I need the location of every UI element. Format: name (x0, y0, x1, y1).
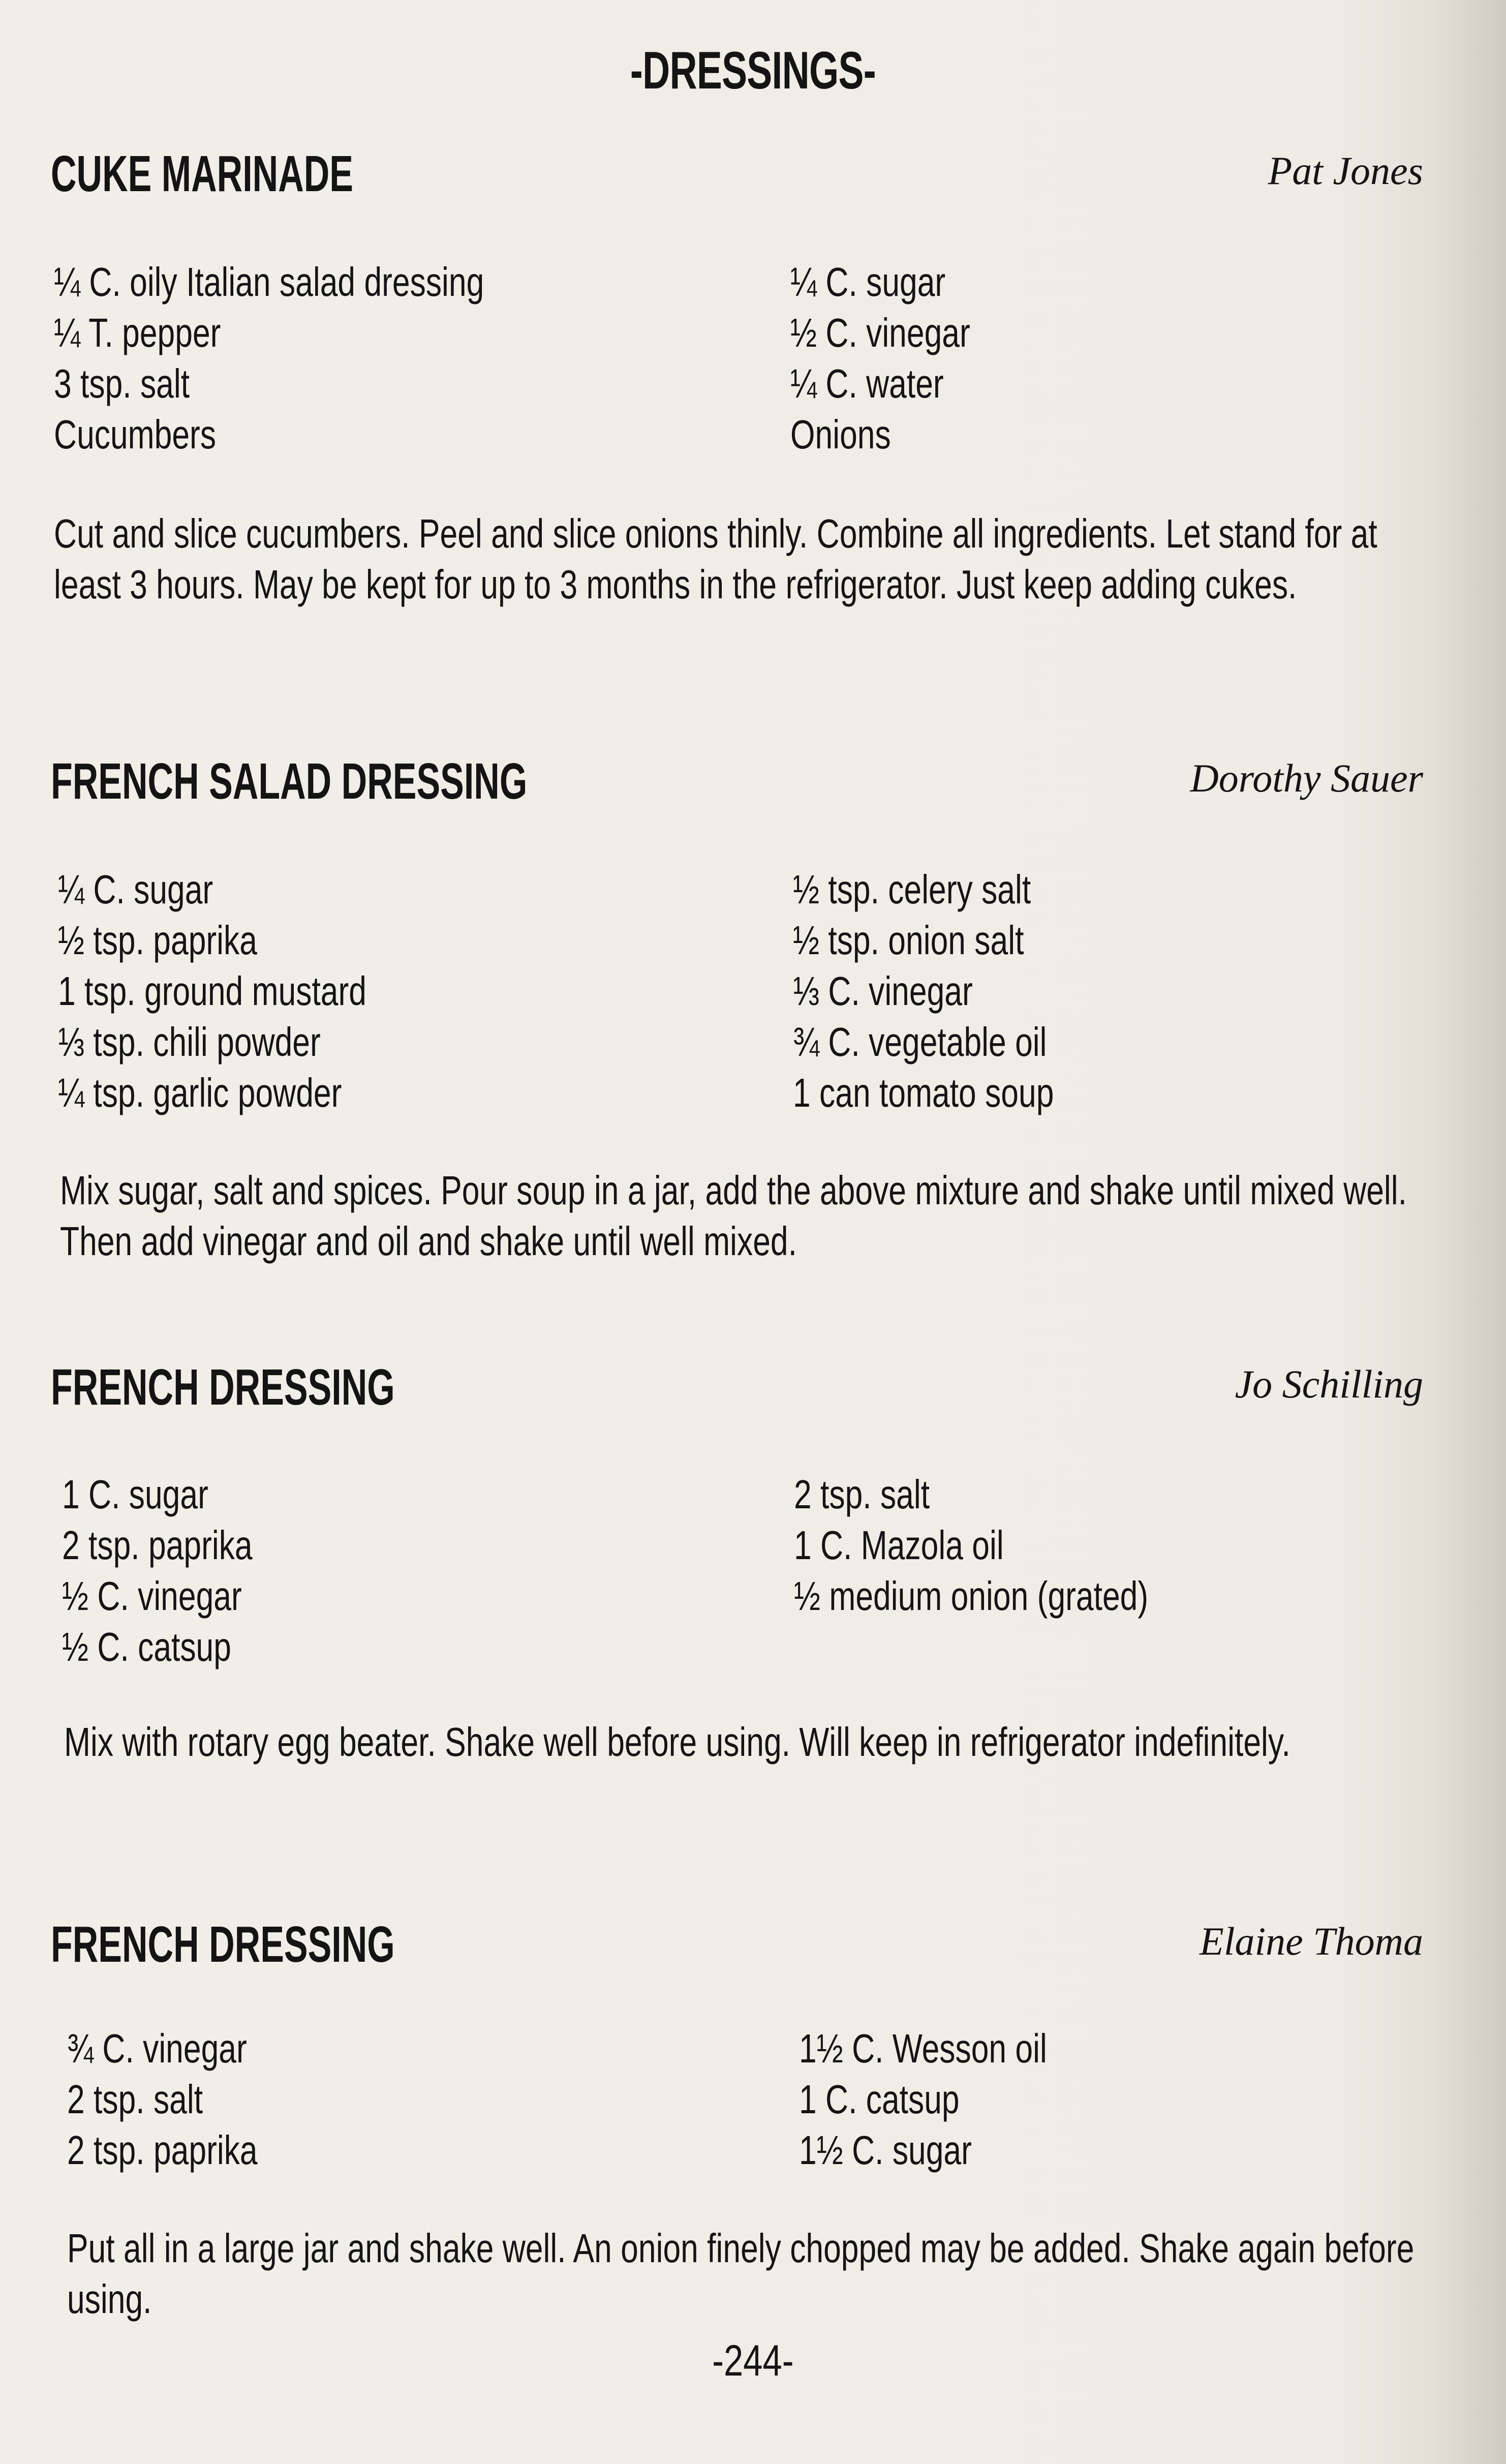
ingredients-right (793, 864, 1127, 1118)
ingredient: ½ tsp. celery salt (793, 867, 1031, 912)
recipe-title: FRENCH DRESSING (51, 1916, 395, 1973)
ingredient: 1 can tomato soup (793, 1070, 1054, 1115)
ingredients-left (67, 2023, 311, 2176)
ingredient: ¼ C. oily Italian salad dressing (54, 259, 484, 305)
page-number-text: -244- (712, 2336, 794, 2385)
recipe-instructions: Mix with rotary egg beater. Shake well before using. Will keep in refrigerator indefinitely. (64, 1719, 1290, 1765)
ingredient: Cucumbers (54, 412, 217, 457)
ingredient: ⅓ C. vinegar (793, 968, 973, 1014)
ingredients-left (62, 1469, 306, 1672)
ingredient: 1½ C. sugar (799, 2127, 972, 2173)
recipe-title: FRENCH SALAD DRESSING (51, 753, 528, 810)
ingredient: ½ C. catsup (62, 1624, 231, 1669)
ingredients-right (799, 2023, 1117, 2176)
recipe-french-dressing-thoma (51, 1915, 1423, 2332)
ingredient: ¼ C. sugar (58, 867, 213, 912)
ingredients-left (54, 257, 605, 460)
ingredient: 1 C. catsup (799, 2077, 960, 2122)
recipe-instructions: Put all in a large jar and shake well. An onion finely chopped may be added. Shake again before using. (67, 2226, 1415, 2322)
ingredient: 3 tsp. salt (54, 361, 190, 406)
ingredient: ½ medium onion (grated) (794, 1573, 1149, 1619)
recipe-french-salad-dressing (51, 752, 1423, 1271)
ingredients-right (794, 1469, 1248, 1622)
recipe-author: Pat Jones (1268, 148, 1423, 193)
ingredient: ½ C. vinegar (62, 1573, 242, 1619)
ingredient: ¼ C. water (790, 361, 944, 406)
ingredient: ½ tsp. onion salt (793, 918, 1024, 963)
page-number (0, 2336, 1506, 2386)
ingredient: ¼ C. sugar (790, 259, 946, 305)
ingredient: Onions (790, 412, 891, 457)
ingredients-left (58, 864, 453, 1118)
recipe-instructions: Mix sugar, salt and spices. Pour soup in a jar, add the above mixture and shake until mixed well. Then add vinegar and oil and shake until well mixed. (60, 1168, 1407, 1264)
ingredient: ¼ tsp. garlic powder (58, 1070, 342, 1115)
recipe-author: Dorothy Sauer (1190, 756, 1423, 800)
recipe-author: Jo Schilling (1235, 1362, 1423, 1406)
ingredient: ¼ T. pepper (54, 310, 221, 355)
ingredient: ¾ C. vinegar (67, 2026, 247, 2071)
recipe-title: CUKE MARINADE (51, 145, 353, 202)
recipe-title: FRENCH DRESSING (51, 1359, 395, 1416)
ingredient: ¾ C. vegetable oil (793, 1019, 1047, 1064)
ingredient: ⅓ tsp. chili powder (58, 1019, 321, 1064)
recipe-cuke-marinade (51, 145, 1423, 663)
section-header-text: -DRESSINGS- (630, 41, 876, 100)
ingredient: 2 tsp. salt (794, 1472, 930, 1517)
ingredient: 1 C. sugar (62, 1472, 208, 1517)
ingredient: 1½ C. Wesson oil (799, 2026, 1047, 2071)
ingredients-right (790, 257, 1021, 460)
ingredient: 1 C. Mazola oil (794, 1523, 1004, 1568)
section-header (0, 41, 1506, 101)
recipe-french-dressing-schilling (51, 1358, 1423, 1826)
ingredient: 2 tsp. paprika (67, 2127, 258, 2173)
ingredient: ½ C. vinegar (790, 310, 970, 355)
recipe-instructions: Cut and slice cucumbers. Peel and slice onions thinly. Combine all ingredients. Let stand for at least 3 hours. May be kept for up to 3 months in the refrigerator. Just keep adding cukes. (54, 511, 1377, 607)
ingredient: 2 tsp. paprika (62, 1523, 253, 1568)
ingredient: 2 tsp. salt (67, 2077, 203, 2122)
ingredient: ½ tsp. paprika (58, 918, 257, 963)
recipe-author: Elaine Thoma (1200, 1919, 1423, 1963)
ingredient: 1 tsp. ground mustard (58, 968, 366, 1014)
